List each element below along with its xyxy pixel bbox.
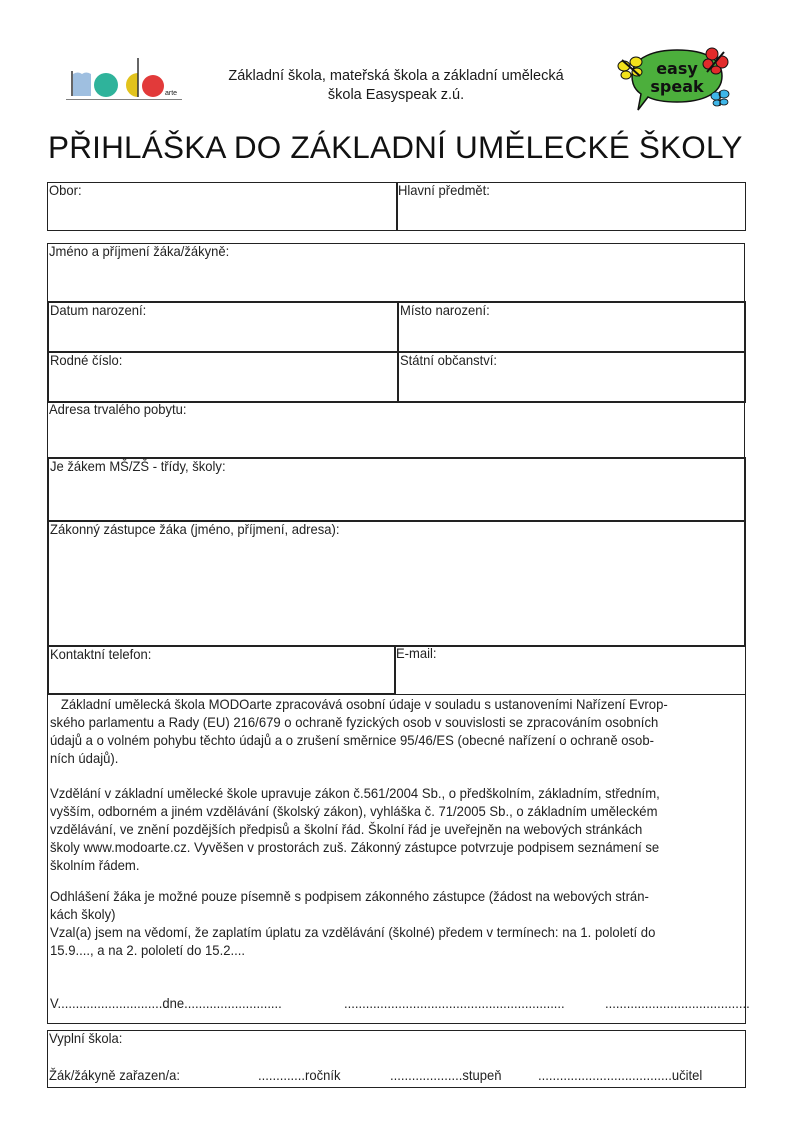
datum-narozeni-input[interactable]: [51, 321, 395, 349]
zakem-ms-zs-box: [47, 457, 746, 522]
signature-line-2[interactable]: ........................................: [605, 995, 750, 1011]
jmeno-input[interactable]: [50, 262, 742, 300]
school-name-line2: škola Easyspeak z.ú.: [327, 87, 465, 103]
obor-input[interactable]: [50, 201, 395, 228]
hlavni-predmet-label: Hlavní předmět:: [398, 182, 490, 198]
statni-obcanstvi-label: Státní občanství:: [400, 352, 497, 368]
zakem-ms-zs-label: Je žákem MŠ/ZŠ - třídy, školy:: [50, 458, 226, 474]
signature-line-1[interactable]: .............................................................: [344, 995, 565, 1011]
misto-narozeni-label: Místo narození:: [400, 302, 490, 318]
consent-box: [47, 694, 750, 1024]
telefon-input[interactable]: [51, 665, 392, 691]
statni-obcanstvi-input[interactable]: [401, 371, 742, 399]
svg-text:easy: easy: [656, 59, 698, 78]
zakonny-zastupce-box: [47, 520, 746, 647]
email-label: E-mail:: [396, 645, 437, 661]
email-input[interactable]: [397, 664, 743, 692]
telefon-label: Kontaktní telefon:: [50, 646, 152, 662]
email-box: [394, 645, 746, 695]
zakonny-zastupce-label: Zákonný zástupce žáka (jméno, příjmení, adresa):: [50, 521, 340, 537]
obor-label: Obor:: [49, 182, 82, 198]
hlavni-predmet-box: [396, 182, 746, 231]
easyspeak-logo: [612, 44, 742, 112]
gdpr-paragraph: Základní umělecká škola MODOarte zpracovává osobní údaje v souladu s ustanoveními Nařízení Evrop- ského parlamentu a Rady (EU) 216/679 o ochraně fyzických osob v souvislosti se zpracováním osobních údajů a o volném pohybu těchto údajů a o zrušení směrnice 95/46/ES (obecné nařízení o ochraně osob- ních údajů).: [50, 696, 668, 766]
rocnik-line[interactable]: .............ročník: [258, 1067, 341, 1083]
blue-butterfly-icon: [711, 90, 729, 106]
ucitel-line[interactable]: .....................................učitel: [538, 1067, 703, 1083]
misto-narozeni-box: [397, 301, 746, 353]
telefon-box: [47, 645, 396, 695]
misto-narozeni-input[interactable]: [401, 321, 742, 349]
obor-box: [47, 182, 398, 231]
adresa-box: [47, 401, 745, 459]
zakem-ms-zs-input[interactable]: [51, 477, 742, 518]
svg-text:arte: arte: [165, 90, 178, 97]
student-placement-label: Žák/žákyně zařazen/a:: [49, 1067, 180, 1083]
datum-narozeni-box: [47, 301, 399, 353]
yellow-butterfly-icon: [618, 57, 642, 79]
easyspeak-logo-icon: [612, 44, 742, 112]
place-date-line[interactable]: V.............................dne...........................: [50, 995, 282, 1011]
education-law-paragraph: Vzdělání v základní umělecké škole upravuje zákon č.561/2004 Sb., o předškolním, základním, středním, vyšším, odborném a jiném vzdělávání (školský zákon), vyhláška č. 71/2005 Sb., o základním uměleckém vzdělávání, ve znění pozdějších předpisů a školní řád. Školní řád je uveřejněn na webových stránkách školy www.modoarte.cz. Vyvěšen v prostorách zuš. Zákonný zástupce potvrzuje podpisem seznámení se školním řádem.: [50, 785, 660, 873]
school-name: [196, 67, 596, 105]
rodne-cislo-label: Rodné číslo:: [50, 352, 123, 368]
jmeno-box: [47, 243, 745, 303]
datum-narozeni-label: Datum narození:: [50, 302, 147, 318]
adresa-label: Adresa trvalého pobytu:: [49, 401, 187, 417]
modo-arte-logo-icon: [64, 44, 184, 100]
school-name-line1: Základní škola, mateřská škola a základní umělecká: [228, 68, 564, 84]
rodne-cislo-box: [47, 351, 399, 403]
school-fill-label: Vyplní škola:: [49, 1030, 123, 1046]
statni-obcanstvi-box: [397, 351, 746, 403]
adresa-input[interactable]: [50, 420, 742, 456]
jmeno-label: Jméno a příjmení žáka/žákyně:: [49, 243, 230, 259]
svg-text:speak: speak: [650, 77, 704, 96]
stupen-line[interactable]: ....................stupeň: [390, 1067, 502, 1083]
hlavni-predmet-input[interactable]: [399, 201, 743, 228]
school-fill-box: [47, 1030, 746, 1088]
modo-arte-logo: [64, 44, 184, 100]
page-title: PŘIHLÁŠKA DO ZÁKLADNÍ UMĚLECKÉ ŠKOLY: [48, 129, 743, 165]
deregistration-paragraph: Odhlášení žáka je možné pouze písemně s podpisem zákonného zástupce (žádost na webových strán- kách školy) Vzal(a) jsem na vědomí, že zaplatím úplatu za vzdělávání (školné) předem v termínech: na 1. pololetí do 15.9...., a na 2. pololetí do 15.2....: [50, 888, 656, 958]
zakonny-zastupce-input[interactable]: [51, 540, 742, 643]
rodne-cislo-input[interactable]: [51, 371, 395, 399]
